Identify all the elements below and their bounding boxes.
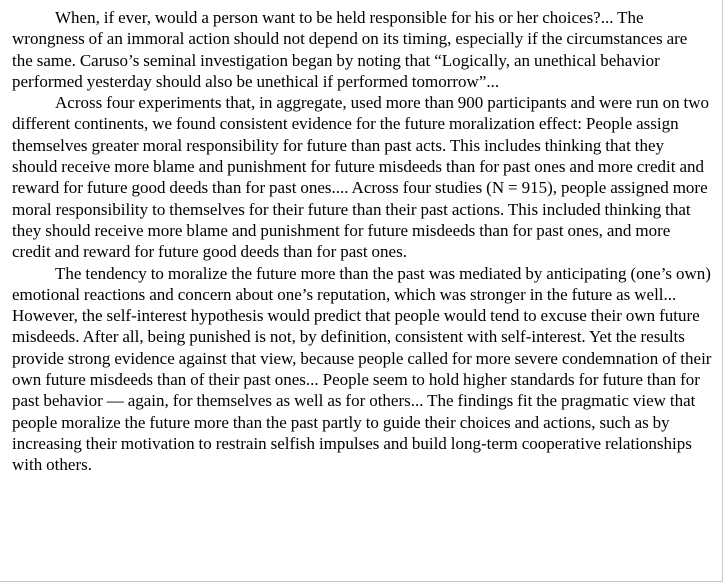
paragraph-3: The tendency to moralize the future more than the past was mediated by anticipating (one’s own) emotional reactions and concern about one’s reputation, which was stronger in the future as well... However, the self-interest hypothesis would predict that people would tend to excuse their own future misdeeds. After all, being punished is not, by definition, consistent with self-interest. Yet the results provide strong evidence against that view, because people called for more severe condemnation of their own future misdeeds than of their past ones... People seem to hold higher standards for future than for past behavior — again, for themselves as well as for others... The findings fit the pragmatic view that people moralize the future more than the past partly to guide their choices and actions, such as by increasing their motivation to restrain selfish impulses and build long-term cooperative relationships with others. <box>12 263 712 475</box>
paragraph-2: Across four experiments that, in aggregate, used more than 900 participants and were run on two different continents, we found consistent evidence for the future moralization effect: People assign themselves greater moral responsibility for future than past acts. This includes thinking that they should receive more blame and punishment for future misdeeds than for past ones and more credit and reward for future good deeds than for past ones.... Across four studies (N = 915), people assigned more moral responsibility to themselves for their future than their past actions. This included thinking that they should receive more blame and punishment for future misdeeds than for past ones, and more credit and reward for future good deeds than for past ones. <box>12 93 710 262</box>
document-body <box>12 7 712 476</box>
paragraph-1: When, if ever, would a person want to be held responsible for his or her choices?... The wrongness of an immoral action should not depend on its timing, especially if the circumstances are the same. Caruso’s seminal investigation began by noting that “Logically, an unethical behavior performed yesterday should also be unethical if performed tomorrow”... <box>12 8 688 91</box>
